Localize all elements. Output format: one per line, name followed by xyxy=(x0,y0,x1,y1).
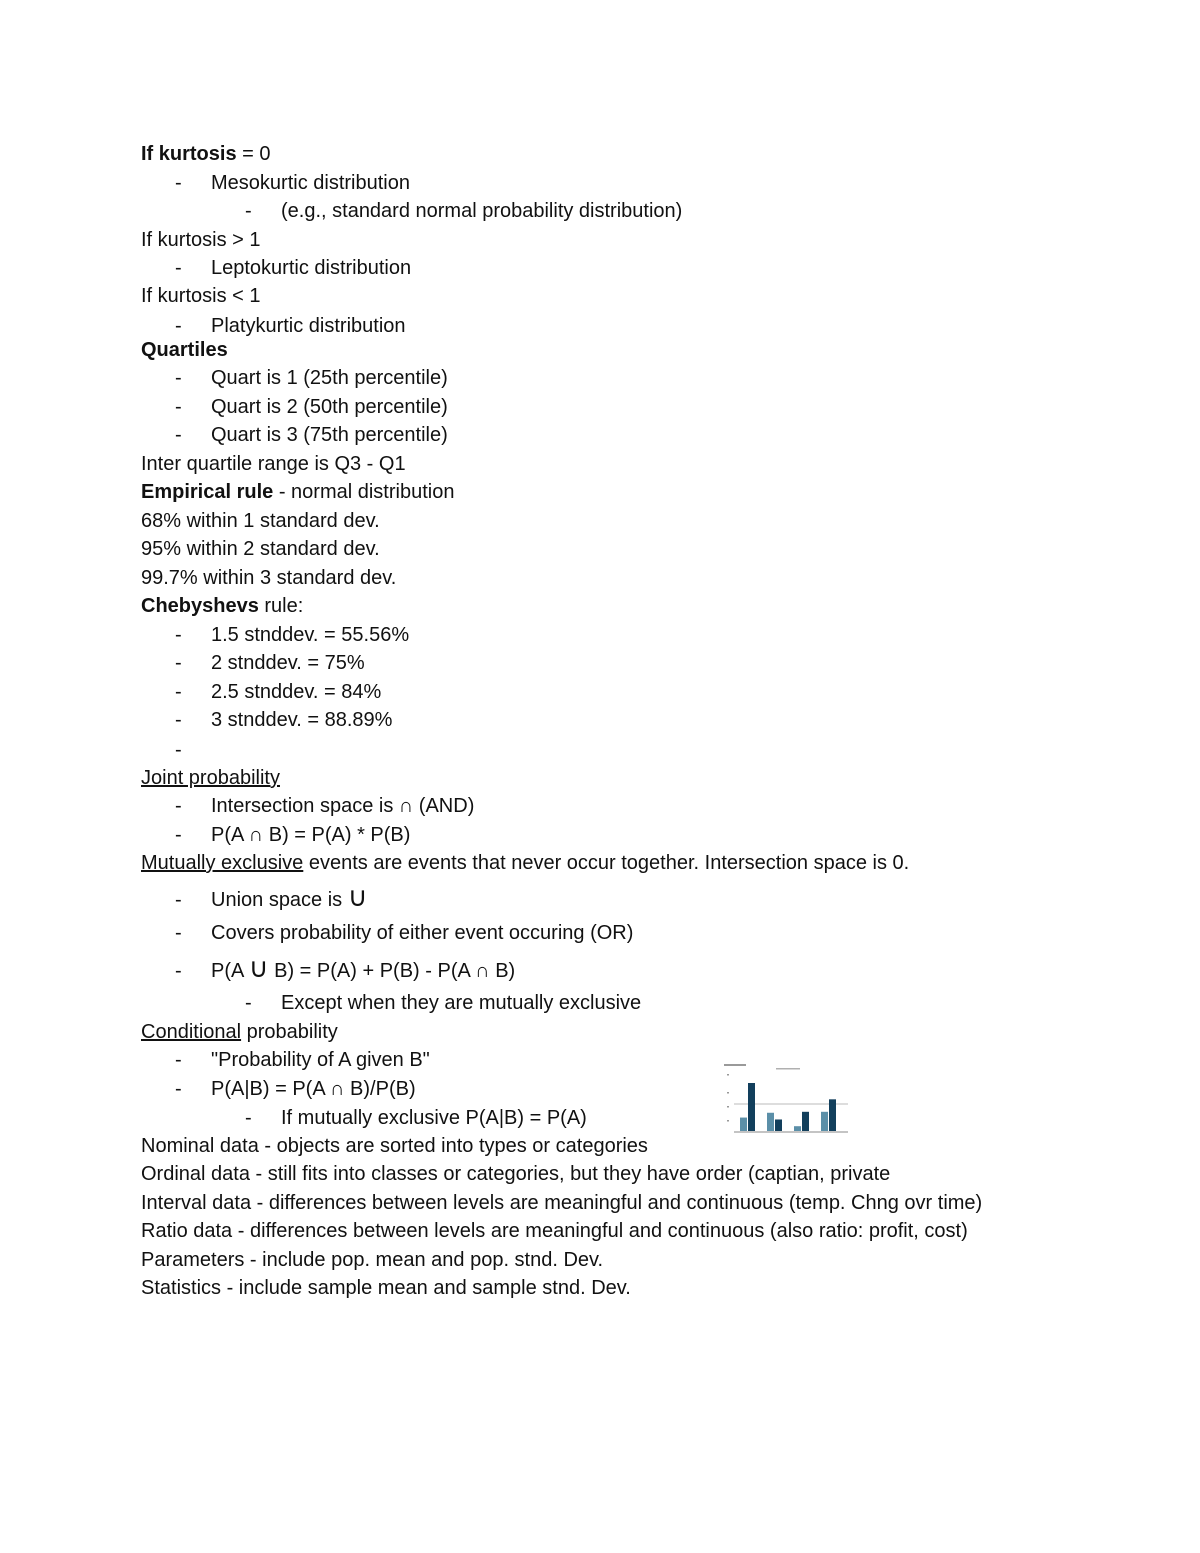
text-line xyxy=(141,1160,890,1188)
text-run: Ratio data - differences between levels are meaningful and continuous (also ratio: profit, cost) xyxy=(141,1220,968,1242)
text-line xyxy=(141,535,380,563)
thumbnail-tick xyxy=(727,1106,729,1108)
thumbnail-tick xyxy=(727,1120,729,1122)
text-run: 99.7% within 3 standard dev. xyxy=(141,567,397,589)
bullet-dash: - xyxy=(175,315,182,337)
text-line xyxy=(175,953,516,985)
bullet-dash: - xyxy=(175,396,182,418)
text-run: Mesokurtic distribution xyxy=(211,172,410,194)
bar-chart-thumbnail xyxy=(724,1060,850,1138)
text-run: Parameters - include pop. mean and pop. stnd. Dev. xyxy=(141,1249,604,1271)
bold-text: Quartiles xyxy=(141,339,228,361)
text-line xyxy=(141,1189,982,1217)
text-run: P(A ∩ B) = P(A) * P(B) xyxy=(211,824,411,846)
bullet-dash: - xyxy=(175,172,182,194)
text-run: Quart is 2 (50th percentile) xyxy=(211,396,448,418)
text-run: Leptokurtic distribution xyxy=(211,257,412,279)
bold-text: Chebyshevs xyxy=(141,595,259,617)
text-line xyxy=(175,821,410,849)
underlined-term: Conditional xyxy=(141,1021,242,1043)
text-line xyxy=(141,849,909,877)
thumbnail-bar xyxy=(829,1099,836,1131)
bullet-dash: - xyxy=(175,709,182,731)
text-run: Quart is 3 (75th percentile) xyxy=(211,424,448,446)
text-line xyxy=(141,336,228,364)
text-line xyxy=(175,706,392,734)
bullet-dash: - xyxy=(175,795,182,817)
text-line xyxy=(141,1132,648,1160)
text-run: Statistics - include sample mean and sample stnd. Dev. xyxy=(141,1277,631,1299)
text-line xyxy=(141,1217,968,1245)
thumbnail-bar xyxy=(794,1126,801,1131)
text-run: Intersection space is ∩ (AND) xyxy=(211,795,475,817)
thumbnail-title-mark xyxy=(724,1064,746,1066)
text-line xyxy=(245,1104,587,1132)
text-line xyxy=(141,592,303,620)
text-run: B) = P(A) + P(B) - P(A ∩ B) xyxy=(268,960,516,982)
text-run: 1.5 stnddev. = 55.56% xyxy=(211,624,410,646)
underlined-term: Mutually exclusive xyxy=(141,852,304,874)
bullet-dash: - xyxy=(175,624,182,646)
text-run: "Probability of A given B" xyxy=(211,1049,430,1071)
text-line xyxy=(175,792,474,820)
text-line xyxy=(175,882,368,914)
thumbnail-bar xyxy=(775,1119,782,1131)
text-run: 2 stnddev. = 75% xyxy=(211,652,365,674)
bullet-dash: - xyxy=(175,424,182,446)
thumbnail-bar xyxy=(821,1112,828,1131)
bullet-dash: - xyxy=(175,824,182,846)
bullet-dash: - xyxy=(175,739,182,761)
text-line xyxy=(141,478,454,506)
bold-text: If kurtosis xyxy=(141,143,237,165)
text-line xyxy=(141,226,261,254)
thumbnail-tick xyxy=(727,1074,729,1076)
bullet-dash: - xyxy=(245,992,252,1014)
thumbnail-bar xyxy=(748,1083,755,1131)
text-run: Union space is xyxy=(211,889,348,911)
text-line xyxy=(175,421,448,449)
bold-text: Empirical rule xyxy=(141,481,274,503)
text-line xyxy=(141,450,406,478)
text-line xyxy=(141,564,396,592)
text-line xyxy=(175,678,381,706)
text-run: events are events that never occur together. Intersection space is 0. xyxy=(303,852,910,874)
thumbnail-bar xyxy=(767,1113,774,1131)
text-line xyxy=(141,1274,631,1302)
text-run: P(A xyxy=(211,960,249,982)
text-run: (e.g., standard normal probability distribution) xyxy=(281,200,683,222)
union-symbol: ∪ xyxy=(347,882,368,912)
text-run: Inter quartile range is Q3 - Q1 xyxy=(141,453,406,475)
text-run: 3 stnddev. = 88.89% xyxy=(211,709,393,731)
bullet-dash: - xyxy=(245,200,252,222)
bullet-dash: - xyxy=(175,889,182,911)
thumbnail-bar xyxy=(740,1118,747,1131)
text-run: If mutually exclusive P(A|B) = P(A) xyxy=(281,1107,587,1129)
union-symbol: ∪ xyxy=(248,953,269,983)
text-run: 68% within 1 standard dev. xyxy=(141,510,380,532)
text-line xyxy=(175,736,211,764)
bullet-dash: - xyxy=(245,1107,252,1129)
text-line xyxy=(175,621,409,649)
text-run: Interval data - differences between levels are meaningful and continuous (temp. Chng ovr time) xyxy=(141,1192,983,1214)
text-line xyxy=(141,140,271,168)
text-run: probability xyxy=(241,1021,338,1043)
text-line xyxy=(245,989,641,1017)
bullet-dash: - xyxy=(175,960,182,982)
text-run: Except when they are mutually exclusive xyxy=(281,992,642,1014)
text-line xyxy=(141,764,280,792)
thumbnail-legend-mark xyxy=(776,1068,800,1070)
thumbnail-tick xyxy=(727,1092,729,1094)
text-run: P(A|B) = P(A ∩ B)/P(B) xyxy=(211,1078,416,1100)
thumbnail-bar xyxy=(802,1112,809,1131)
text-line xyxy=(141,282,261,310)
text-run: Platykurtic distribution xyxy=(211,315,406,337)
text-line xyxy=(175,254,411,282)
text-run: 2.5 stnddev. = 84% xyxy=(211,681,382,703)
text-line xyxy=(175,364,448,392)
bullet-dash: - xyxy=(175,367,182,389)
bullet-dash: - xyxy=(175,257,182,279)
text-run: - normal distribution xyxy=(273,481,455,503)
text-line xyxy=(141,507,380,535)
bullet-dash: - xyxy=(175,922,182,944)
text-line xyxy=(175,393,448,421)
text-line xyxy=(141,1246,603,1274)
text-run: If kurtosis < 1 xyxy=(141,285,261,307)
text-line xyxy=(175,649,365,677)
text-line xyxy=(175,169,410,197)
bullet-dash: - xyxy=(175,1049,182,1071)
text-run: If kurtosis > 1 xyxy=(141,229,261,251)
text-run: Covers probability of either event occuring (OR) xyxy=(211,922,634,944)
text-run: Quart is 1 (25th percentile) xyxy=(211,367,448,389)
text-line xyxy=(245,197,682,225)
text-line xyxy=(175,1075,416,1103)
text-line xyxy=(175,919,633,947)
text-run: = 0 xyxy=(236,143,271,165)
text-run: Nominal data - objects are sorted into types or categories xyxy=(141,1135,648,1157)
text-line xyxy=(141,1018,338,1046)
text-run: rule: xyxy=(258,595,304,617)
text-run: 95% within 2 standard dev. xyxy=(141,538,380,560)
bullet-dash: - xyxy=(175,681,182,703)
underlined-term: Joint probability xyxy=(141,767,280,789)
text-line xyxy=(175,1046,430,1074)
text-run: Ordinal data - still fits into classes or categories, but they have order (captian, private xyxy=(141,1163,891,1185)
bullet-dash: - xyxy=(175,652,182,674)
bullet-dash: - xyxy=(175,1078,182,1100)
